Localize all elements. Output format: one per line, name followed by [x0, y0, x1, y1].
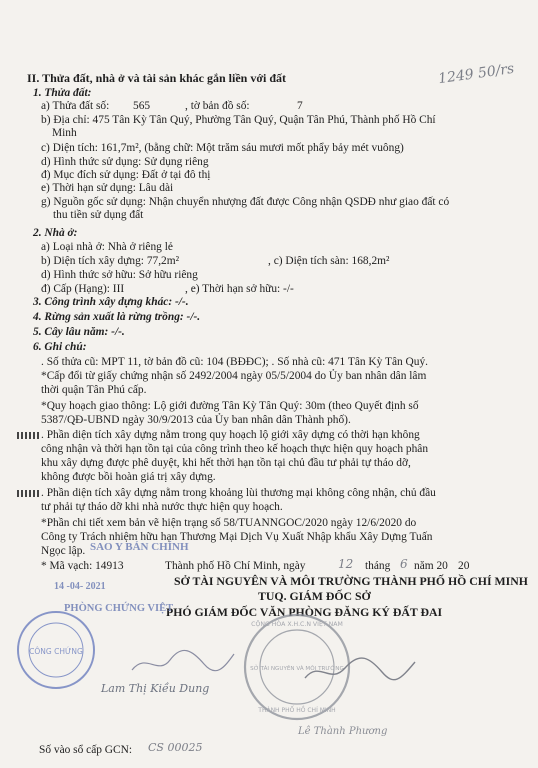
issue-place-date: Thành phố Hồ Chí Minh, ngày: [165, 560, 306, 572]
note-line: khu xây dựng được phê duyệt, khi hết thời hạn tồn tại chủ đầu tư phải tự tháo dỡ,: [41, 457, 411, 469]
house-type: a) Loại nhà ở: Nhà ở riêng lẻ: [41, 241, 173, 253]
planted-forest: 4. Rừng sản xuất là rừng trồng: -/-.: [33, 311, 201, 323]
register-number: CS 00025: [148, 741, 203, 754]
note-line: . Số thửa cũ: MPT 11, tờ bản đồ cũ: 104 (BĐĐC); . Số nhà cũ: 471 Tân Kỳ Tân Quý.: [41, 356, 429, 368]
use-purpose: đ) Mục đích sử dụng: Đất ở tại đô thị: [41, 169, 211, 181]
note-line: Công ty Trách nhiệm hữu hạn Thương Mại Dịch Vụ Xuất Nhập khẩu Xây Dựng Tuấn: [41, 531, 433, 543]
ownership-form: d) Hình thức sở hữu: Sở hữu riêng: [41, 269, 198, 281]
map-sheet-label: , tờ bản đồ số:: [185, 100, 250, 112]
note-line: công nhận và thời hạn tồn tại của công trình theo kế hoạch thực hiện quy hoạch phân: [41, 443, 429, 455]
handwritten-reference: 1249 50/rs: [437, 60, 516, 88]
note-line: *Cấp đổi từ giấy chứng nhận số 2492/2004 ngày 05/5/2004 do Ủy ban nhân dân lâm: [41, 370, 427, 382]
notary-seal-text: CÔNG CHỨNG: [29, 647, 83, 656]
note-line: Ngọc lập.: [41, 545, 86, 557]
note-line: . Phần diện tích xây dựng nằm trong khoảng lùi thương mại không công nhận, chủ đầu: [41, 487, 436, 499]
gov-seal-outer-text: CỘNG HÒA X.H.C.N VIỆT NAM: [251, 621, 343, 628]
issuing-authority: SỞ TÀI NGUYÊN VÀ MÔI TRƯỜNG THÀNH PHỐ HỒ CHÍ MINH: [174, 574, 528, 588]
notary-seal: [14, 608, 98, 692]
note-line: không được bồi hoàn giá trị xây dựng.: [41, 471, 216, 483]
floor-area: , c) Diện tích sàn: 168,2m²: [268, 255, 390, 267]
house-grade: đ) Cấp (Hạng): III: [41, 283, 125, 295]
origin-line-1: g) Nguồn gốc sử dụng: Nhận chuyển nhượng đất được Công nhận QSDĐ như giao đất có: [41, 196, 450, 208]
signer-left-name: Lam Thị Kiều Dung: [101, 682, 210, 695]
month-label: tháng: [365, 560, 391, 572]
house-heading: 2. Nhà ở:: [33, 227, 78, 239]
issue-day: 12: [338, 557, 354, 571]
hatch-marker: [17, 432, 39, 439]
origin-line-2: thu tiền sử dụng đất: [53, 209, 144, 221]
other-construction: 3. Công trình xây dựng khác: -/-.: [33, 296, 189, 308]
year-label: năm 20: [414, 560, 448, 572]
notes-heading: 6. Ghi chú:: [33, 341, 87, 353]
gov-seal-bottom-text: THÀNH PHỐ HỒ CHÍ MINH: [258, 707, 336, 714]
use-term: e) Thời hạn sử dụng: Lâu dài: [41, 182, 174, 194]
build-area: b) Diện tích xây dựng: 77,2m²: [41, 255, 180, 267]
deputy-director: PHÓ GIÁM ĐỐC VĂN PHÒNG ĐĂNG KÝ ĐẤT ĐAI: [166, 605, 443, 619]
parcel-number: 565: [133, 100, 151, 112]
register-label: Số vào sổ cấp GCN:: [39, 744, 133, 756]
note-line: thời quận Tân Phú cấp.: [41, 384, 147, 396]
note-line: 5387/QĐ-UBND ngày 30/9/2013 của Ủy ban nhân dân Thành phố).: [41, 414, 351, 426]
section-title: II. Thửa đất, nhà ở và tài sản khác gắn liền với đất: [27, 71, 287, 85]
map-sheet-number: 7: [297, 100, 303, 112]
certified-copy-label: SAO Y BẢN CHÍNH: [90, 541, 189, 553]
note-line: *Phần chi tiết xem bản vẽ hiện trạng số 58/TUANNGOC/2020 ngày 12/6/2020 do: [41, 517, 417, 529]
parcel-label: a) Thửa đất số:: [41, 100, 110, 112]
note-line: *Quy hoạch giao thông: Lộ giới đường Tân Kỳ Tân Quý: 30m (theo Quyết định số: [41, 400, 419, 412]
note-line: . Phần diện tích xây dựng nằm trong quy hoạch lộ giới xây dựng có thời hạn không: [41, 429, 420, 441]
hatch-marker: [17, 490, 39, 497]
land-area: c) Diện tích: 161,7m², (bằng chữ: Một trăm sáu mươi mốt phẩy bảy mét vuông): [41, 142, 404, 154]
issue-month: 6: [400, 557, 408, 571]
perennial-trees: 5. Cây lâu năm: -/-.: [33, 326, 125, 338]
issue-year: 20: [458, 560, 470, 572]
ownership-term: , e) Thời hạn sở hữu: -/-: [185, 283, 294, 295]
address-line-2: Minh: [52, 127, 77, 139]
use-form: d) Hình thức sử dụng: Sử dụng riêng: [41, 156, 209, 168]
signature-scribble-left: [128, 640, 238, 680]
barcode-code: * Mã vạch: 14913: [41, 560, 124, 572]
land-heading: 1. Thửa đất:: [33, 87, 92, 99]
certified-date: 14 -04- 2021: [54, 581, 106, 592]
notary-label: PHÒNG CHỨNG VIỆT: [64, 603, 174, 614]
signer-right-name: Lê Thành Phương: [298, 726, 388, 737]
address-line-1: b) Địa chỉ: 475 Tân Kỳ Tân Quý, Phường Tân Quý, Quận Tân Phú, Thành phố Hồ Chí: [41, 114, 436, 126]
signature-scribble-right: [300, 650, 420, 690]
note-line: tư phải tự tháo dỡ khi nhà nước thực hiện quy hoạch.: [41, 501, 283, 513]
gov-seal-text: SỞ TÀI NGUYÊN VÀ MÔI TRƯỜNG: [250, 666, 344, 672]
tuq-line: TUQ. GIÁM ĐỐC SỞ: [258, 589, 371, 603]
